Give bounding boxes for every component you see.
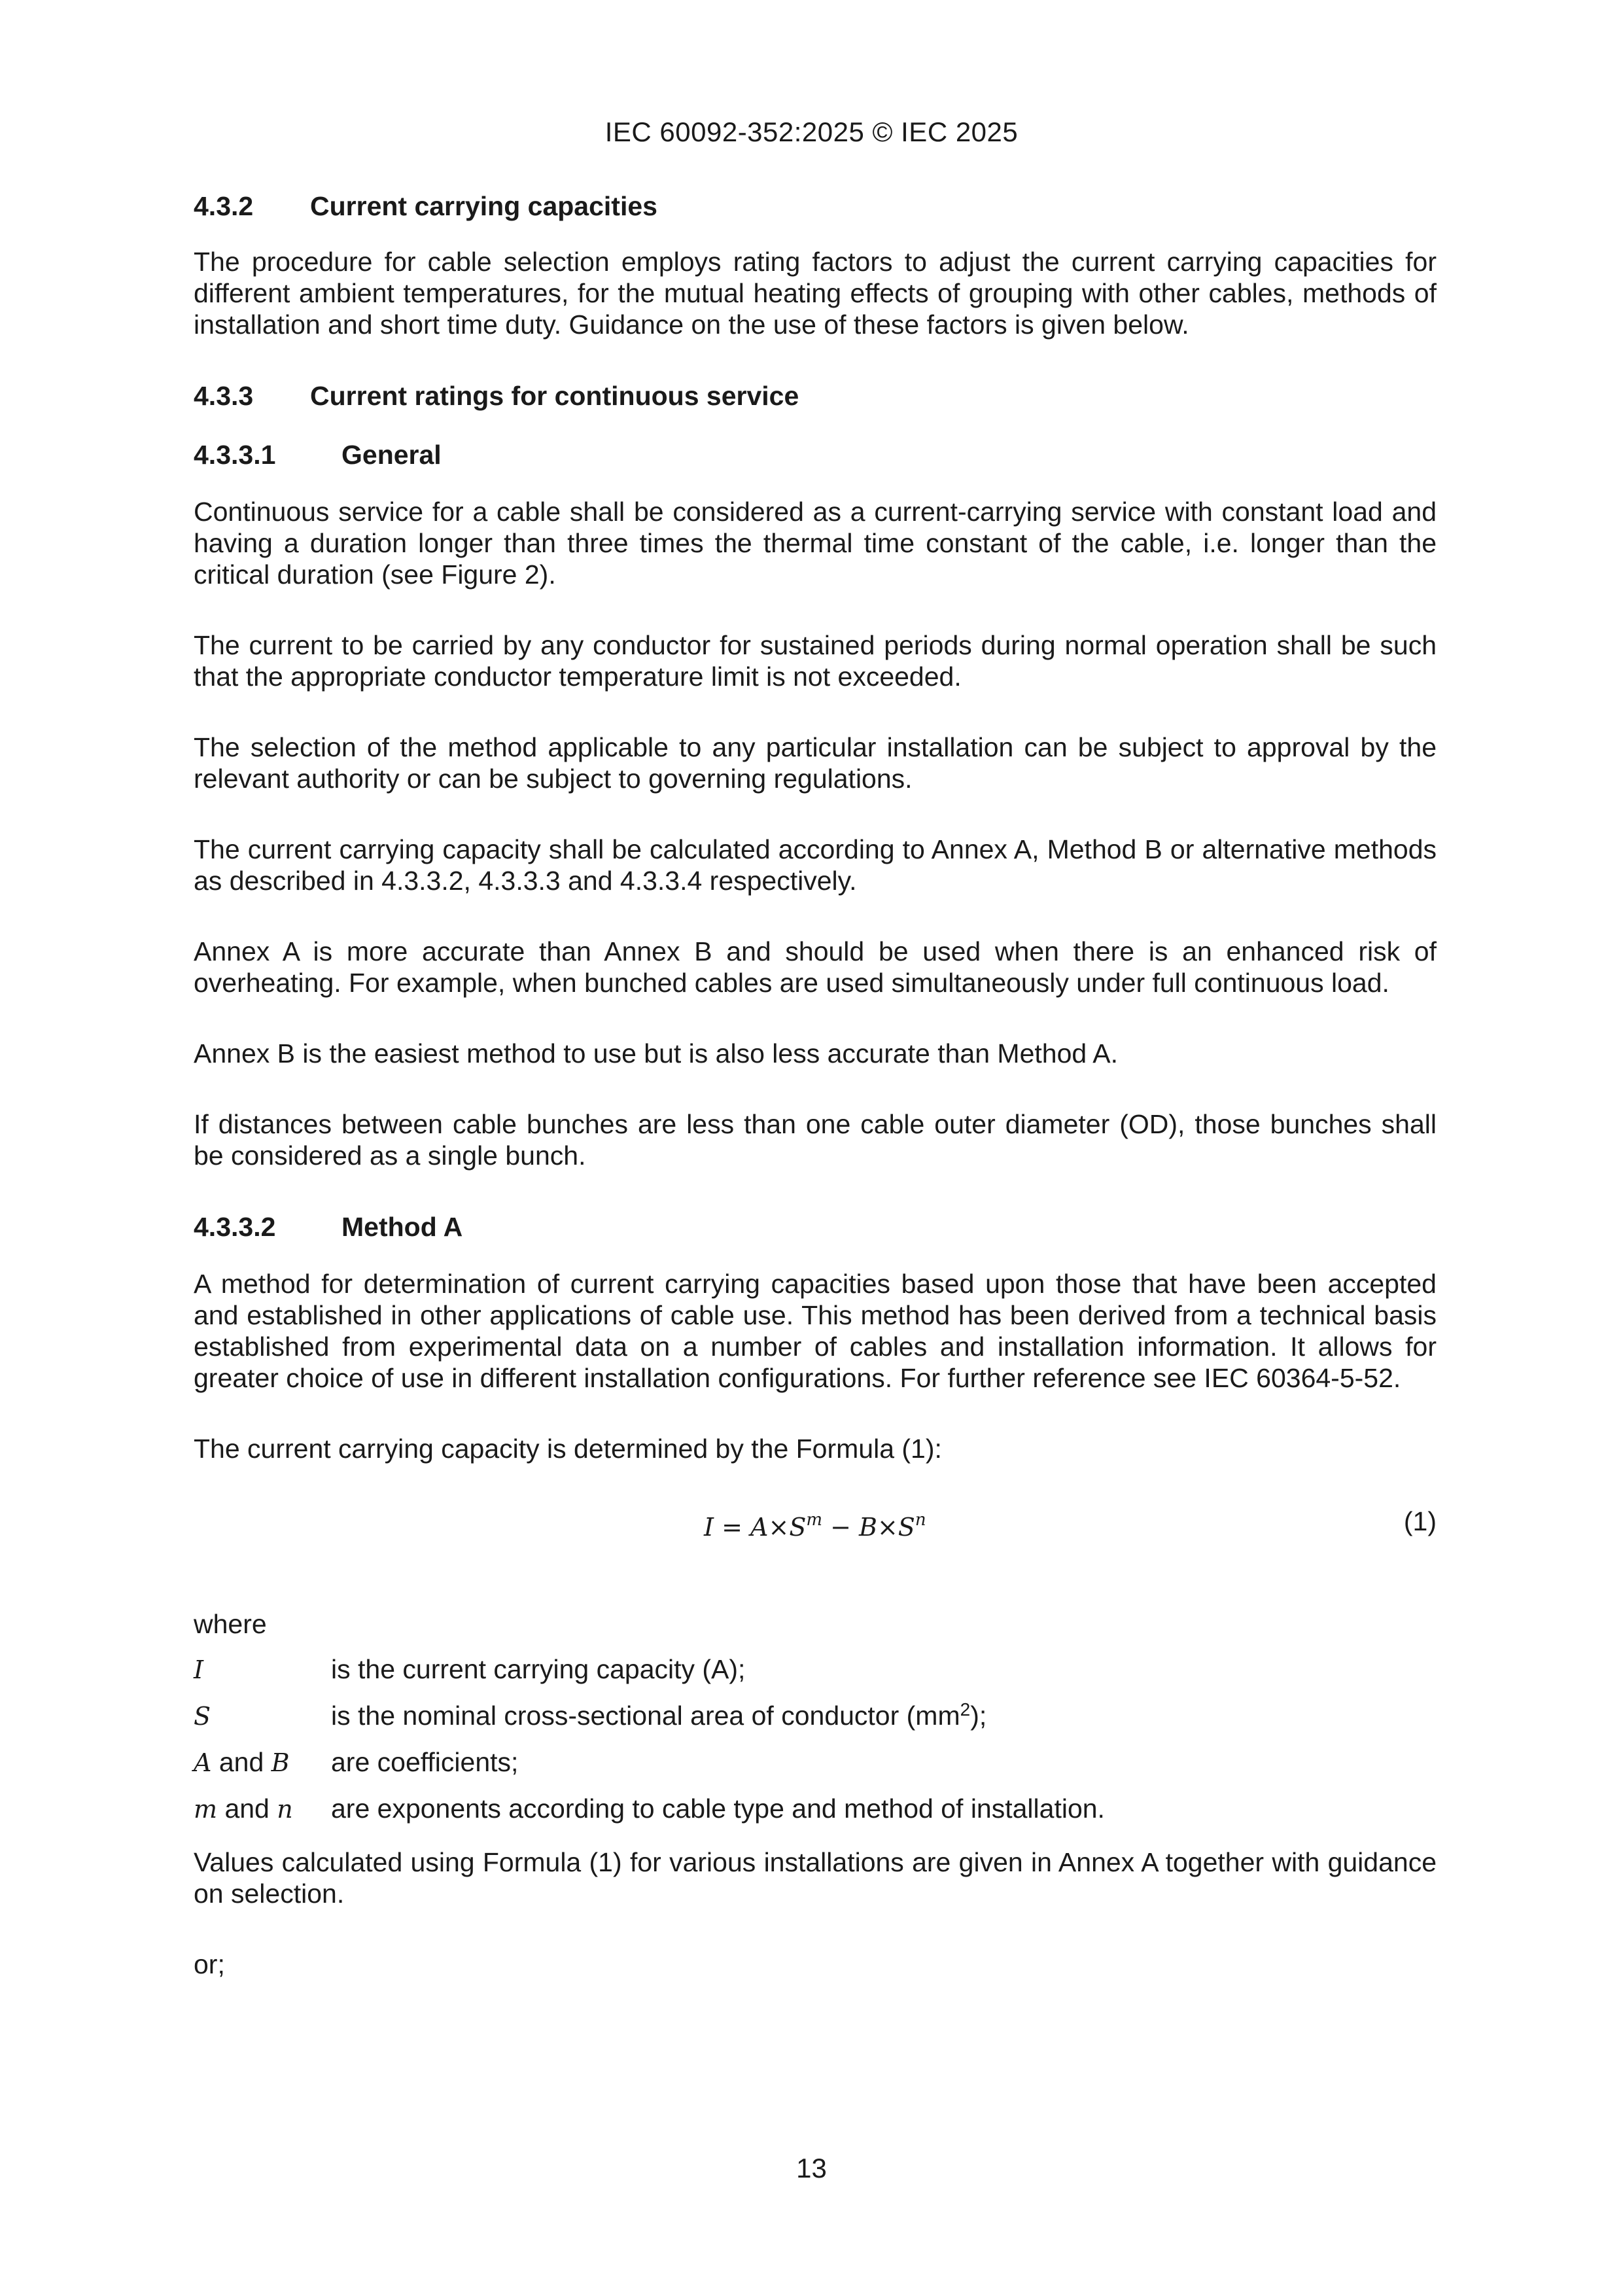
page-header: IEC 60092-352:2025 © IEC 2025 [604, 116, 1019, 147]
paragraph: If distances between cable bunches are less than one cable outer diameter (OD), those bunches shall be considered as a single bunch. [194, 1109, 1437, 1171]
page-content [194, 190, 1437, 1980]
definition-text: is the current carrying capacity (A); [331, 1654, 746, 1684]
formula-1 [194, 1506, 1437, 1549]
page-number: 13 [796, 2153, 827, 2183]
definition-symbol: m and n [194, 1793, 293, 1824]
paragraph: Annex A is more accurate than Annex B and should be used when there is an enhanced risk of overheating. For example, when bunched cables are used simultaneously under full continuous load. [194, 936, 1437, 998]
section-title: Current ratings for continuous service [310, 381, 799, 411]
section-heading-4-3-3 [194, 380, 1437, 412]
section-heading-4-3-3-1 [194, 438, 1437, 471]
definition-symbol: I [194, 1655, 204, 1684]
paragraph: Annex B is the easiest method to use but is also less accurate than Method A. [194, 1038, 1119, 1069]
formula-number: (1) [1403, 1506, 1437, 1536]
definition-text: are exponents according to cable type and method of installation. [331, 1793, 1105, 1824]
paragraph: The current carrying capacity shall be calculated according to Annex A, Method B or alternative methods as described in 4.3.3.2, 4.3.3.3 and 4.3.3.4 respectively. [194, 834, 1437, 896]
where-intro: where [194, 1609, 267, 1639]
definition-row [194, 1746, 1437, 1779]
definition-row [194, 1653, 1437, 1686]
definition-text: are coefficients; [331, 1747, 519, 1777]
section-heading-4-3-2 [194, 190, 1437, 222]
paragraph: A method for determination of current carrying capacities based upon those that have been accepted and established in other applications of cable use. This method has been derived from a technical basis established from experimental data on a number of cables and installation information. It allows for greater choice of use in different installation configurations. For further reference see IEC 60364-5-52. [194, 1269, 1437, 1393]
paragraph: The current to be carried by any conductor for sustained periods during normal operation shall be such that the appropriate conductor temperature limit is not exceeded. [194, 630, 1437, 692]
paragraph: The selection of the method applicable to any particular installation can be subject to approval by the relevant authority or can be subject to governing regulations. [194, 732, 1437, 794]
section-number: 4.3.3.2 [194, 1212, 276, 1242]
section-title: Current carrying capacities [310, 191, 657, 221]
paragraph: or; [194, 1949, 225, 1979]
definition-row [194, 1792, 1437, 1826]
section-number: 4.3.2 [194, 191, 254, 221]
definition-text: is the nominal cross-sectional area of conductor $(mm^2)$; [331, 1699, 987, 1731]
definition-symbol: S [194, 1702, 211, 1731]
section-number: 4.3.3 [194, 381, 254, 411]
section-title: Method A [341, 1212, 463, 1242]
formula-expression: $I = A\times S^m - B\times S^n$ [704, 1510, 926, 1542]
section-title: General [341, 440, 442, 470]
paragraph: The current carrying capacity is determined by the Formula (1): [194, 1434, 942, 1464]
definition-symbol: A and B [194, 1747, 290, 1777]
paragraph: Continuous service for a cable shall be considered as a current-carrying service with constant load and having a duration longer than three times the thermal time constant of the cable, i.e. longer than the critical duration (see Figure 2). [194, 497, 1437, 590]
paragraph: Values calculated using Formula (1) for various installations are given in Annex A together with guidance on selection. [194, 1847, 1437, 1909]
paragraph: The procedure for cable selection employs rating factors to adjust the current carrying capacities for different ambient temperatures, for the mutual heating effects of grouping with other cables, methods of installation and short time duty. Guidance on the use of these factors is given below. [194, 247, 1437, 340]
section-number: 4.3.3.1 [194, 440, 276, 470]
section-heading-4-3-3-2 [194, 1210, 1437, 1243]
definition-row [194, 1699, 1437, 1733]
